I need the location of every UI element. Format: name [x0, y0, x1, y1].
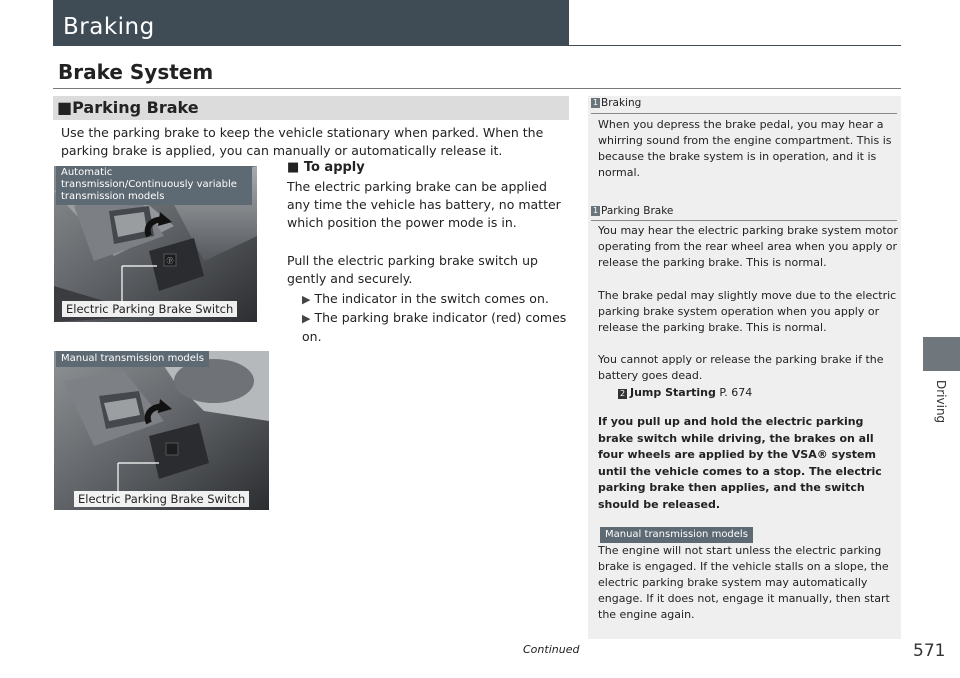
chapter-title: Braking: [63, 14, 155, 40]
figure-callout-label: Electric Parking Brake Switch: [62, 301, 237, 317]
notes-sidebar: [588, 96, 901, 639]
header-divider: [53, 45, 901, 46]
svg-text:ⓟ: ⓟ: [166, 257, 174, 265]
jump-starting-reference[interactable]: [618, 385, 898, 401]
reference-title[interactable]: Jump Starting: [630, 386, 716, 399]
note-pb-paragraph-4: The engine will not start unless the electric parking brake is engaged. If the vehicle stalls on a slope, the electric parking brake system may automatically engage. If it does not, engage it manually, then start the engine again.: [598, 544, 890, 621]
arrow-bullet-icon: ▶: [302, 293, 311, 306]
parking-brake-photo-manual: [54, 351, 269, 510]
note-pb-paragraph-3: You cannot apply or release the parking brake if the battery goes dead.: [598, 353, 884, 382]
note-heading-braking: [591, 97, 641, 109]
intro-paragraph: Use the parking brake to keep the vehicle stationary when parked. When the parking brake is applied, you can manually or automatically release it.: [61, 125, 544, 158]
note-braking-text: When you depress the brake pedal, you may hear a whirring sound from the engine compartment. This is because the brake system is in operation, and it is normal.: [598, 118, 892, 179]
chapter-side-tab[interactable]: [923, 337, 960, 371]
reference-arrow-icon: 2: [619, 389, 626, 398]
apply-paragraph-1: The electric parking brake can be applied any time the vehicle has battery, no matter which position the power mode is in.: [287, 179, 561, 230]
note-heading-parking-brake: [591, 205, 673, 217]
figure-callout-label: Electric Parking Brake Switch: [74, 491, 249, 507]
apply-heading-text: To apply: [303, 160, 365, 175]
arrow-bullet-icon: ▶: [302, 312, 311, 325]
subsection-title: [57, 98, 199, 117]
note-pb-warning: If you pull up and hold the electric parking brake switch while driving, the brakes on all four wheels are applied by the VSA® system until the vehicle comes to a stop. The electric parking brake then applies, and the switch should be released.: [598, 415, 882, 511]
note-marker-icon: 1: [592, 206, 599, 215]
section-title: Brake System: [58, 60, 214, 84]
note-model-tag: Manual transmission models: [600, 527, 753, 543]
continued-label: Continued: [523, 643, 580, 656]
apply-heading: [287, 160, 365, 175]
figure-model-tag: Automatic transmission/Continuously variable transmission models: [56, 166, 252, 205]
result-bullet-2: [302, 309, 572, 346]
apply-paragraph-2: Pull the electric parking brake switch up gently and securely.: [287, 253, 538, 286]
note-heading-text: Braking: [601, 97, 642, 109]
bullet-text: The indicator in the switch comes on.: [314, 291, 549, 306]
note-divider: [591, 220, 897, 221]
subsection-marker-icon: ■: [57, 98, 73, 117]
note-marker-icon: 1: [592, 98, 599, 107]
section-divider: [53, 88, 901, 89]
note-pb-paragraph-2: The brake pedal may slightly move due to the electric parking brake system operation when you apply or release the parking brake. This is normal.: [598, 289, 897, 334]
figure-model-tag: Manual transmission models: [56, 351, 209, 367]
side-tab-label: Driving: [934, 380, 948, 424]
note-pb-paragraph-1: You may hear the electric parking brake system motor operating from the rear wheel area when you apply or release the parking brake. This is normal.: [598, 224, 898, 269]
reference-page: P. 674: [719, 386, 753, 399]
note-heading-text: Parking Brake: [601, 205, 674, 217]
page-number: 571: [913, 641, 946, 661]
console-illustration: [54, 351, 269, 510]
result-bullet-1: [302, 290, 572, 309]
bullet-text: The parking brake indicator (red) comes on.: [302, 310, 567, 344]
parking-brake-photo-automatic: [54, 166, 257, 322]
switch-illustration: [166, 443, 178, 455]
side-tab-label-wrap: [926, 380, 952, 440]
apply-marker-icon: ■: [287, 160, 300, 175]
subsection-title-text: Parking Brake: [72, 98, 199, 117]
note-divider: [591, 113, 897, 114]
